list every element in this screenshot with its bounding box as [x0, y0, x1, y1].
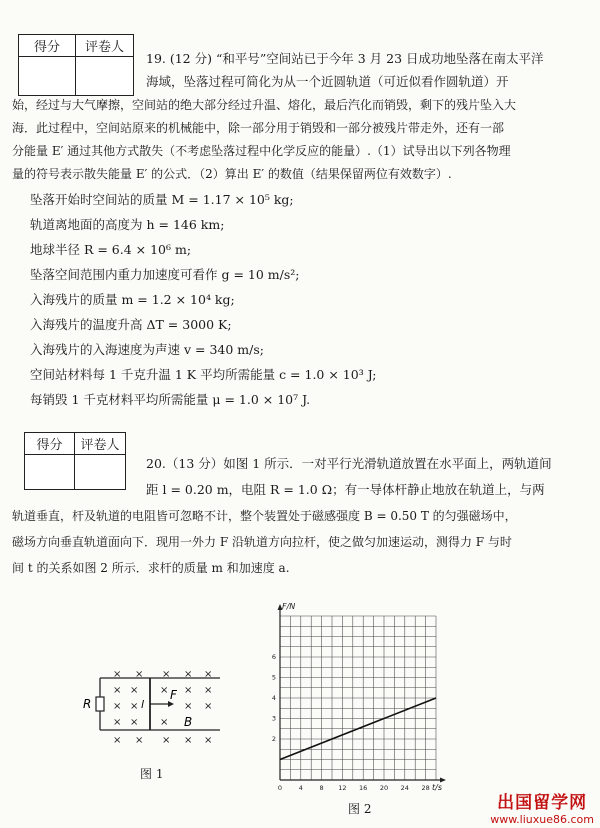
svg-text:×: × [204, 701, 213, 712]
svg-text:×: × [130, 701, 139, 712]
y-tick-label: 4 [271, 694, 276, 702]
chart-tick-labels [272, 653, 430, 792]
x-tick-label: 8 [319, 784, 324, 792]
q19-line-4: 海．此过程中，空间站原来的机械能中，除一部分用于销毁和一部分被残片带走外，还有一部 [12, 121, 505, 135]
x-tick-label: 0 [277, 784, 283, 792]
figure-1-circuit [80, 668, 230, 753]
svg-text:×: × [160, 717, 169, 728]
q19-line-5: 分能量 E′ 通过其他方式散失（不考虑坠落过程中化学反应的能量）.（1）试导出以下列各物理 [12, 144, 511, 158]
svg-text:×: × [130, 685, 139, 696]
q19-data-debris-mass: 入海残片的质量 m = 1.2 × 10⁴ kg; [30, 292, 235, 307]
svg-text:×: × [130, 717, 139, 728]
chart-y-axis-label: F/N [282, 602, 296, 611]
resistor-symbol [96, 697, 104, 711]
q20-line-3: 轨道垂直，杆及轨道的电阻皆可忽略不计，整个装置处于磁感强度 B = 0.50 T 的匀强磁场中， [12, 509, 517, 523]
x-tick-label: 24 [400, 784, 409, 792]
x-tick-label: 4 [298, 784, 303, 792]
label-R: R [83, 697, 92, 711]
svg-text:×: × [204, 669, 213, 680]
svg-text:×: × [160, 685, 169, 696]
q19-line-1: 19. (12 分) “和平号”空间站已于今年 3 月 23 日成功地坠落在南太平洋 [146, 51, 544, 66]
y-tick-label: 5 [271, 673, 276, 682]
svg-text:×: × [184, 669, 193, 680]
figure-1-caption: 图 1 [140, 767, 164, 781]
q20-line-5: 间 t 的关系如图 2 所示．求杆的质量 m 和加速度 a. [12, 561, 290, 575]
q20-score-cell[interactable] [25, 455, 75, 489]
magnetic-field-crosses [113, 669, 212, 746]
q19-data-height: 轨道离地面的高度为 h = 146 km; [30, 217, 225, 232]
site-watermark [490, 788, 594, 826]
watermark-title: 出国留学网 [497, 793, 588, 813]
svg-text:×: × [162, 669, 171, 680]
x-axis-arrow [440, 778, 446, 783]
q20-line-1: 20.（13 分）如图 1 所示．一对平行光滑轨道放置在水平面上，两轨道间 [146, 456, 552, 471]
svg-text:×: × [204, 735, 213, 746]
q20-line-2: 距 l = 0.20 m，电阻 R = 1.0 Ω；有一导体杆静止地放在轨道上，与两 [146, 482, 545, 497]
q19-data-heat-capacity: 空间站材料每 1 千克升温 1 K 平均所需能量 c = 1.0 × 10³ J; [30, 367, 377, 382]
x-tick-label: 28 [421, 784, 430, 792]
y-tick-label: 2 [271, 735, 276, 743]
q19-data-radius: 地球半径 R = 6.4 × 10⁶ m; [30, 242, 192, 257]
svg-text:×: × [113, 717, 122, 728]
q20-score-label: 得分 [25, 433, 75, 455]
q20-grader-label: 评卷人 [75, 433, 125, 455]
svg-text:×: × [184, 701, 193, 712]
q20-score-box [24, 432, 126, 490]
svg-text:×: × [135, 669, 144, 680]
watermark-url: www.liuxue86.com [490, 813, 594, 826]
svg-text:×: × [162, 735, 171, 746]
chart-x-axis-label: t/s [432, 783, 442, 792]
svg-text:×: × [113, 735, 122, 746]
x-tick-label: 12 [338, 784, 347, 792]
chart-grid [280, 616, 436, 780]
q19-data-temp-rise: 入海残片的温度升高 ΔT = 3000 K; [30, 317, 232, 332]
svg-text:×: × [113, 685, 122, 696]
label-B: B [184, 715, 193, 729]
q19-grader-cell [76, 57, 133, 95]
q19-score-cell[interactable] [19, 57, 76, 95]
q20-line-4: 磁场方向垂直轨道面向下．现用一外力 F 沿轨道方向拉杆，使之做匀加速运动，测得力 F 与时 [12, 535, 512, 549]
svg-text:×: × [135, 735, 144, 746]
svg-text:×: × [184, 735, 193, 746]
q19-score-box [18, 34, 134, 96]
chart-axes [278, 604, 447, 783]
q19-line-3: 始，经过与大气摩擦，空间站的绝大部分经过升温、熔化，最后汽化而销毁，剩下的残片坠入大 [12, 98, 517, 112]
q19-grader-label: 评卷人 [76, 35, 133, 57]
x-tick-label: 20 [379, 784, 389, 792]
figure-2-chart [256, 598, 448, 810]
svg-text:×: × [204, 685, 213, 696]
y-tick-label: 6 [271, 653, 276, 661]
y-tick-label: 3 [271, 714, 276, 723]
svg-text:×: × [184, 685, 193, 696]
svg-text:×: × [113, 701, 122, 712]
q19-data-mass: 坠落开始时空间站的质量 M = 1.17 × 10⁵ kg; [30, 192, 294, 207]
q19-data-gravity: 坠落空间范围内重力加速度可看作 g = 10 m/s²; [30, 267, 300, 282]
q19-line-2: 海域，坠落过程可简化为从一个近圆轨道（可近似看作圆轨道）开 [146, 74, 509, 89]
label-F: F [170, 688, 177, 702]
q19-data-destroy-energy: 每销毁 1 千克材料平均所需能量 μ = 1.0 × 10⁷ J. [30, 392, 311, 407]
q20-grader-cell [75, 455, 125, 489]
q19-data-speed: 入海残片的入海速度为声速 v = 340 m/s; [30, 342, 264, 357]
q19-score-label: 得分 [19, 35, 76, 57]
label-l: l [141, 698, 145, 711]
figure-2-caption: 图 2 [348, 802, 372, 816]
svg-text:×: × [113, 669, 122, 680]
x-tick-label: 16 [359, 784, 368, 792]
q19-line-6: 量的符号表示散失能量 E′ 的公式．（2）算出 E′ 的数值（结果保留两位有效数字）. [12, 167, 452, 181]
